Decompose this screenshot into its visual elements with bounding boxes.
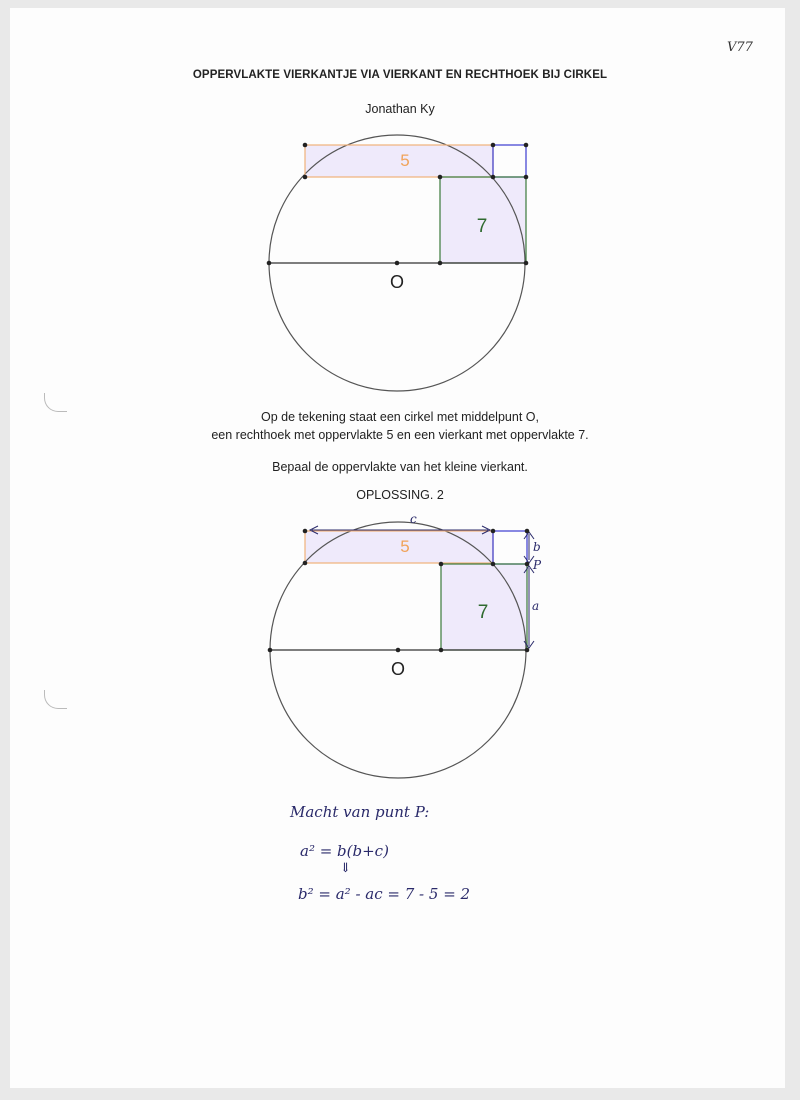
label-p: P — [533, 558, 542, 572]
square-label: 7 — [476, 216, 488, 237]
label-b: b — [533, 540, 541, 554]
handwriting-line-1: Macht van punt P: — [290, 803, 430, 821]
square-label: 7 — [477, 602, 489, 623]
rect-label: 5 — [400, 151, 410, 170]
handwriting-line-3: b² = a² - ac = 7 - 5 = 2 — [298, 885, 471, 903]
page-title: OPPERVLAKTE VIERKANTJE VIA VIERKANT EN RECHTHOEK BIJ CIRKEL — [192, 69, 608, 81]
label-c: c — [410, 512, 417, 526]
problem-line-1: Op de tekening staat een cirkel met middelpunt O, — [261, 410, 539, 424]
problem-question: Bepaal de oppervlakte van het kleine vierkant. — [272, 460, 528, 474]
label-a: a — [532, 599, 540, 613]
rect-label: 5 — [400, 537, 410, 556]
rect-fill — [305, 531, 493, 563]
small-square — [493, 531, 527, 564]
center-label: O — [389, 272, 405, 292]
author: Jonathan Ky — [365, 102, 435, 116]
solution-heading: OPLOSSING. 2 — [356, 488, 444, 502]
page-code: V77 — [727, 40, 753, 55]
center-label: O — [390, 659, 406, 679]
implies-arrow: ⇓ — [340, 861, 351, 876]
problem-line-2: een rechthoek met oppervlakte 5 en een vierkant met oppervlakte 7. — [211, 428, 589, 442]
handwriting-line-2: a² = b(b+c) — [300, 842, 389, 860]
